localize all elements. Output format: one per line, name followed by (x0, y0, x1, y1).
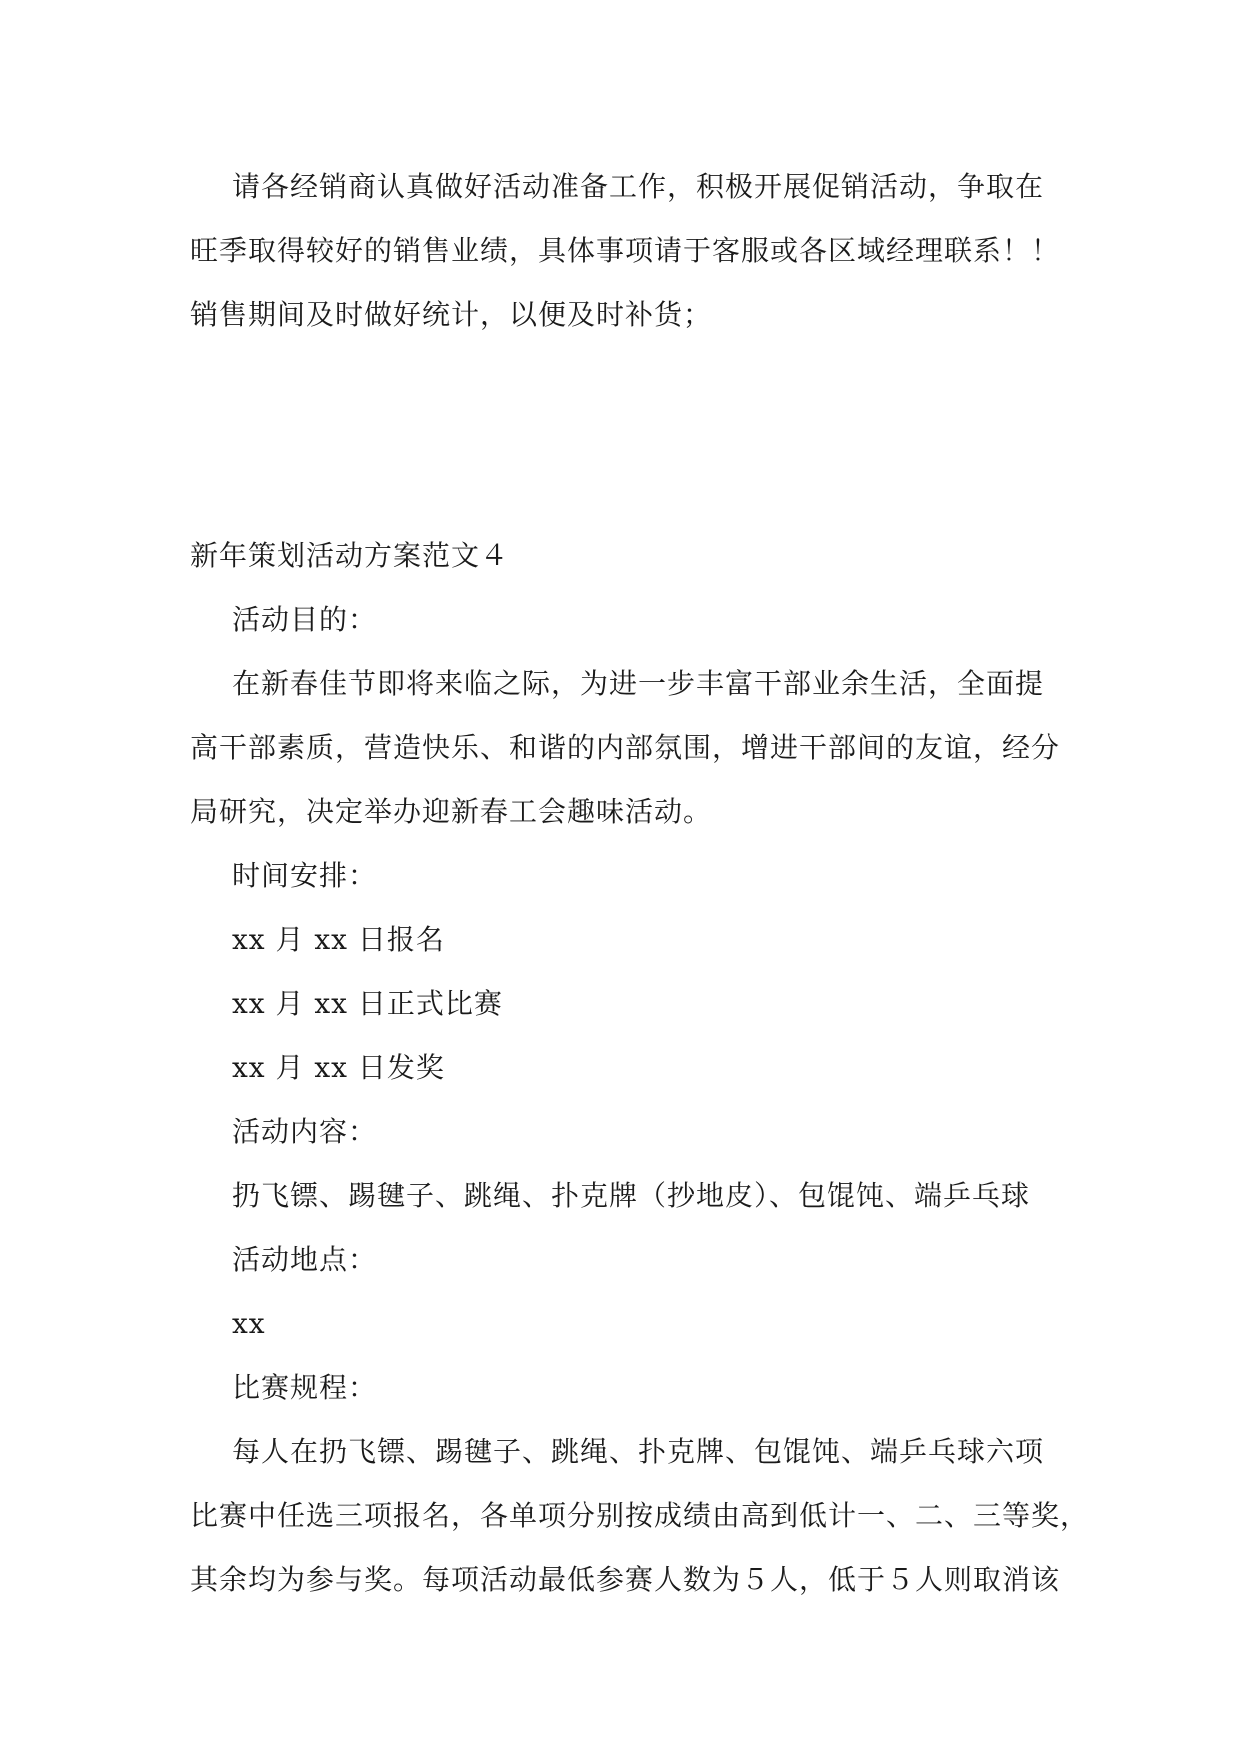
paragraph-line: 请各经销商认真做好活动准备工作，积极开展促销活动，争取在 (232, 170, 1045, 203)
location-text: xx (232, 1307, 266, 1340)
paragraph-line: 旺季取得较好的销售业绩，具体事项请于客服或各区域经理联系！！ (190, 234, 1061, 267)
paragraph-line: 销售期间及时做好统计，以便及时补货； (190, 298, 713, 331)
schedule-heading: 时间安排： (232, 859, 378, 892)
content-heading: 活动内容： (232, 1115, 378, 1148)
schedule-item: xx 月 xx 日正式比赛 (232, 987, 503, 1020)
paragraph-line: 局研究，决定举办迎新春工会趣味活动。 (190, 795, 713, 828)
rules-heading: 比赛规程： (232, 1371, 378, 1404)
schedule-item: xx 月 xx 日报名 (232, 923, 445, 956)
schedule-item: xx 月 xx 日发奖 (232, 1051, 445, 1084)
paragraph-line: 其余均为参与奖。每项活动最低参赛人数为５人，低于５人则取消该 (190, 1563, 1061, 1596)
section-title: 新年策划活动方案范文４ (190, 539, 510, 572)
paragraph-line: 比赛中任选三项报名，各单项分别按成绩由高到低计一、二、三等奖， (190, 1499, 1090, 1532)
paragraph-line: 每人在扔飞镖、踢毽子、跳绳、扑克牌、包馄饨、端乒乓球六项 (232, 1435, 1045, 1468)
section-spacer (190, 347, 1060, 524)
paragraph-line: 高干部素质，营造快乐、和谐的内部氛围，增进干部间的友谊，经分 (190, 731, 1061, 764)
purpose-heading: 活动目的： (232, 603, 378, 636)
content-text: 扔飞镖、踢毽子、跳绳、扑克牌（抄地皮）、包馄饨、端乒乓球 (232, 1179, 1031, 1212)
location-heading: 活动地点： (232, 1243, 378, 1276)
document-body (190, 155, 1090, 1612)
paragraph-line: 在新春佳节即将来临之际，为进一步丰富干部业余生活，全面提 (232, 667, 1045, 700)
